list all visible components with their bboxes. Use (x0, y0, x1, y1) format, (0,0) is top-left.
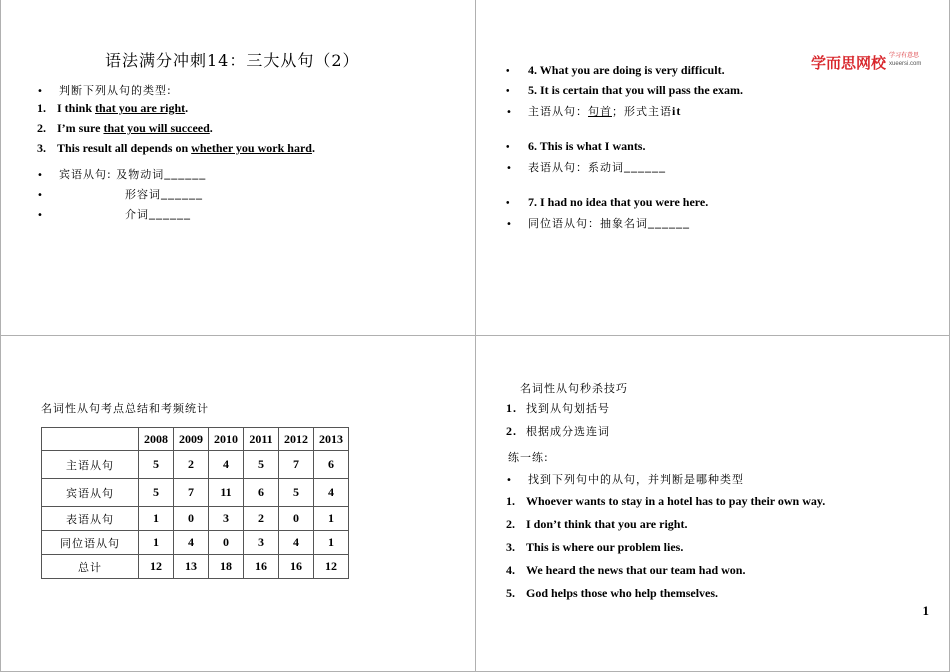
predicative-clause-label: 表语从句： (528, 161, 588, 174)
table-cell: 0 (279, 507, 314, 531)
year-header: 2010 (209, 428, 244, 451)
example-number: 1. (37, 101, 46, 115)
tip-text: 找到从句划括号 (526, 402, 610, 415)
row-label: 主语从句 (42, 451, 139, 479)
sentence-number: 2. (506, 517, 515, 531)
table-cell: 5 (279, 479, 314, 507)
example-number: 3. (37, 141, 46, 155)
year-header: 2008 (139, 428, 174, 451)
row-label: 表语从句 (42, 507, 139, 531)
year-header: 2009 (174, 428, 209, 451)
subject-clause-label: 主语从句： (528, 105, 588, 118)
table-corner-cell (42, 428, 139, 451)
blank: ______ (164, 167, 207, 181)
logo-text: 学而思网校 (811, 54, 887, 72)
table-cell: 5 (244, 451, 279, 479)
practice-sentence-5 (506, 586, 718, 601)
table-cell: 18 (209, 555, 244, 579)
example-number: 2. (37, 121, 46, 135)
hint-text: 抽象名词 (600, 217, 648, 230)
example-punct: . (209, 121, 213, 135)
underlined-clause: that you will succeed (103, 121, 210, 135)
preposition-label: 介词 (125, 208, 149, 221)
year-header: 2013 (314, 428, 349, 451)
table-cell: 7 (279, 451, 314, 479)
table-cell: 1 (139, 531, 174, 555)
logo-slogan: 学习有意思 (889, 52, 920, 59)
adjective-line (37, 186, 203, 202)
table-row (42, 479, 349, 507)
instruction-line (506, 471, 744, 487)
tip-1 (506, 400, 610, 416)
sentence-7 (506, 195, 708, 210)
slide-1 (0, 0, 476, 336)
sentence-text: We heard the news that our team had won. (526, 563, 746, 577)
bullet: • (506, 198, 510, 209)
underlined-clause: that you are right (95, 101, 186, 115)
row-label: 同位语从句 (42, 531, 139, 555)
frequency-table (41, 427, 349, 579)
example-text: This result all depends on (57, 141, 192, 155)
sentence-text: Whoever wants to stay in a hotel has to pay their own way. (526, 494, 826, 508)
practice-label: 练一练: (508, 451, 549, 464)
example-2 (37, 121, 213, 136)
year-header: 2011 (244, 428, 279, 451)
adjective-label: 形容词 (125, 188, 161, 201)
bullet: • (37, 210, 44, 221)
predicative-clause-note (506, 159, 666, 175)
sentence-text: 7. I had no idea that you were here. (528, 195, 709, 209)
practice-sentence-1 (506, 494, 825, 509)
brand-logo (811, 52, 921, 73)
table-cell: 0 (209, 531, 244, 555)
sentence-6 (506, 139, 645, 154)
object-clause-label: 宾语从句: (59, 168, 112, 181)
stats-heading: 名词性从句考点总结和考频统计 (41, 402, 209, 415)
sentence-5 (506, 83, 743, 98)
example-text: I think (57, 101, 96, 115)
example-text: I’m sure (57, 121, 104, 135)
prompt-text: 判断下列从句的类型: (59, 84, 172, 97)
preposition-line (37, 206, 191, 222)
blank: ______ (648, 216, 690, 230)
table-cell: 1 (139, 507, 174, 531)
hint-text: 系动词 (588, 161, 624, 174)
logo-url: xueersi.com (889, 61, 922, 67)
bullet: • (506, 86, 510, 97)
slide-title: 语法满分冲刺14：三大从句（2） (105, 51, 360, 70)
table-cell: 4 (209, 451, 244, 479)
table-cell: 4 (314, 479, 349, 507)
underlined-clause: whether you work hard (191, 141, 312, 155)
table-cell: 5 (139, 479, 174, 507)
bullet: • (37, 86, 44, 97)
sentence-4 (506, 63, 725, 78)
blank: ______ (161, 187, 203, 201)
table-cell: 16 (244, 555, 279, 579)
sentence-number: 4. (506, 563, 515, 577)
table-cell: 3 (244, 531, 279, 555)
formal-subject-text: ；形式主语 (612, 105, 672, 118)
sentence-text: This is where our problem lies. (526, 540, 684, 554)
page-number: 1 (922, 603, 929, 618)
sentence-text: 6. This is what I wants. (528, 139, 646, 153)
table-row (42, 451, 349, 479)
sentence-text: I don’t think that you are right. (526, 517, 688, 531)
tip-text: 根据成分选连词 (526, 425, 610, 438)
sentence-number: 3. (506, 540, 515, 554)
bullet: • (506, 163, 513, 174)
sentence-text: God helps those who help themselves. (526, 586, 719, 600)
table-cell: 12 (314, 555, 349, 579)
slide-3 (0, 336, 476, 672)
practice-sentence-3 (506, 540, 683, 555)
slide-2 (476, 0, 950, 336)
row-label: 宾语从句 (42, 479, 139, 507)
table-header-row (42, 428, 349, 451)
example-punct: . (311, 141, 315, 155)
table-cell: 11 (209, 479, 244, 507)
example-3 (37, 141, 315, 156)
table-cell: 1 (314, 531, 349, 555)
table-cell: 3 (209, 507, 244, 531)
blank: ______ (149, 207, 191, 221)
practice-sentence-2 (506, 517, 687, 532)
instruction-text: 找到下列句中的从句，并判断是哪种类型 (528, 473, 744, 486)
sentence-text: 5. It is certain that you will pass the exam. (528, 83, 743, 97)
table-cell: 4 (279, 531, 314, 555)
tip-number: 2. (506, 424, 517, 438)
table-cell: 7 (174, 479, 209, 507)
slide-4 (476, 336, 950, 672)
table-row (42, 507, 349, 531)
bullet: • (506, 475, 513, 486)
table-cell: 6 (314, 451, 349, 479)
bullet: • (506, 66, 510, 77)
tip-number: 1. (506, 401, 517, 415)
table-cell: 4 (174, 531, 209, 555)
subject-clause-note (506, 103, 681, 119)
appositive-clause-label: 同位语从句： (528, 217, 600, 230)
table-cell: 5 (139, 451, 174, 479)
example-punct: . (185, 101, 189, 115)
sentence-number: 1. (506, 494, 515, 508)
table-cell: 6 (244, 479, 279, 507)
table-cell: 2 (174, 451, 209, 479)
bullet: • (506, 142, 510, 153)
transitive-verb-label: 及物动词 (116, 168, 165, 181)
sentence-text: 4. What you are doing is very difficult. (528, 63, 725, 77)
sentence-number: 5. (506, 586, 515, 600)
bullet: • (37, 170, 44, 181)
tip-2 (506, 423, 610, 439)
hint-underlined: 句首 (588, 105, 612, 118)
bullet: • (37, 190, 44, 201)
formal-subject-it: it (672, 104, 682, 118)
table-row (42, 531, 349, 555)
table-cell: 16 (279, 555, 314, 579)
table-cell: 13 (174, 555, 209, 579)
table-cell: 0 (174, 507, 209, 531)
table-cell: 12 (139, 555, 174, 579)
example-1 (37, 101, 188, 116)
tips-heading: 名词性从句秒杀技巧 (520, 382, 628, 395)
table-total-row (42, 555, 349, 579)
table-cell: 2 (244, 507, 279, 531)
appositive-clause-note (506, 215, 690, 231)
row-label: 总计 (42, 555, 139, 579)
object-clause-line (37, 166, 206, 182)
table-cell: 1 (314, 507, 349, 531)
prompt-line (37, 82, 172, 98)
practice-sentence-4 (506, 563, 745, 578)
bullet: • (506, 107, 513, 118)
year-header: 2012 (279, 428, 314, 451)
bullet: • (506, 219, 513, 230)
blank: ______ (624, 160, 666, 174)
